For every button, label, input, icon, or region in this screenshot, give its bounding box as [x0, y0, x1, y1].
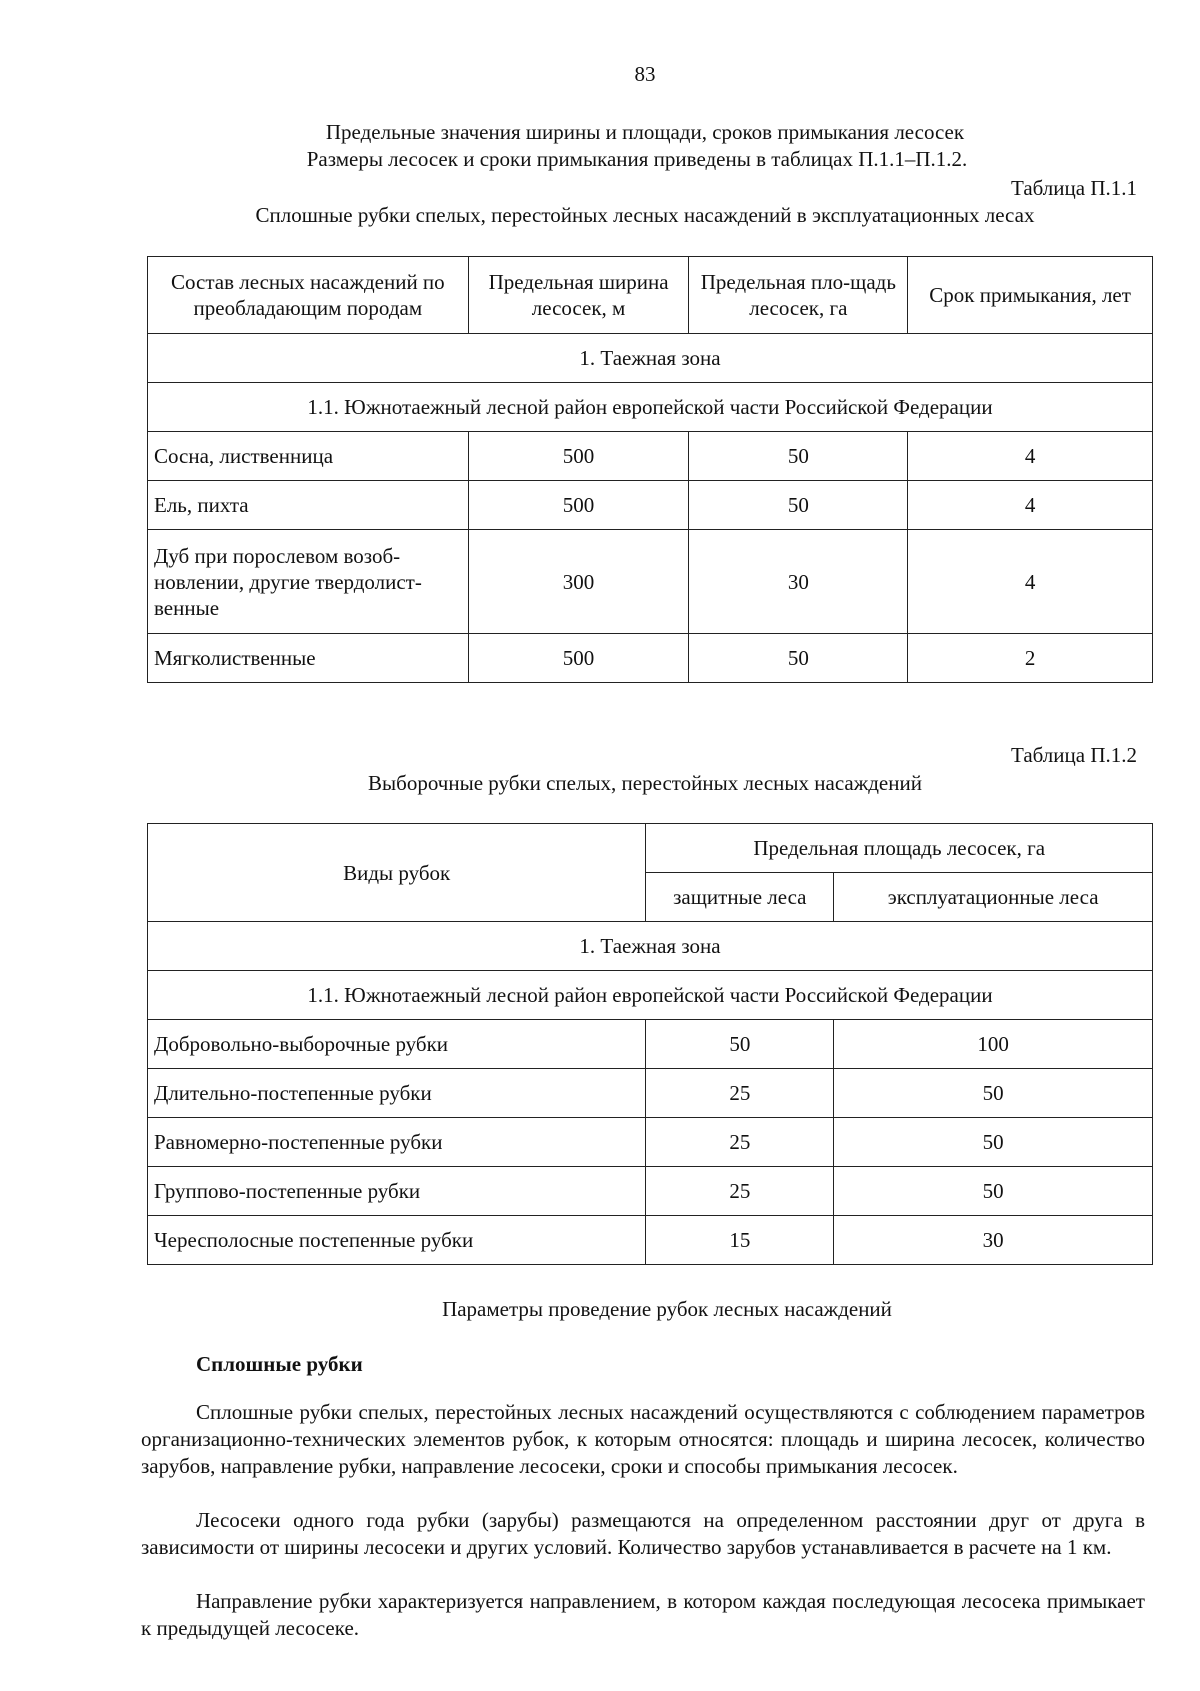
table-cell: 300 [468, 530, 689, 634]
table-cell: 25 [646, 1118, 834, 1167]
column-header: Предельная ширина лесосек, м [468, 257, 689, 334]
column-header: эксплуатационные леса [834, 873, 1153, 922]
region-cell: 1.1. Южнотаежный лесной район европейской части Российской Федерации [148, 971, 1153, 1020]
table-cell: Равномерно-постепенные рубки [148, 1118, 646, 1167]
table-cell: Добровольно-выборочные рубки [148, 1020, 646, 1069]
paragraph: Направление рубки характеризуется направлением, в котором каждая последующая лесосека примыкает к предыдущей лесосеке. [141, 1589, 1145, 1640]
table-row [148, 634, 1153, 683]
page-number: 83 [634, 62, 656, 86]
table-row [148, 481, 1153, 530]
table-cell: 50 [689, 481, 908, 530]
table-cell: Мягколиственные [148, 634, 469, 683]
table-cell: 50 [834, 1167, 1153, 1216]
region-cell: 1.1. Южнотаежный лесной район европейской части Российской Федерации [148, 383, 1153, 432]
section-heading: Сплошные рубки [196, 1352, 363, 1376]
table-cell: 500 [468, 481, 689, 530]
table-cell: 4 [908, 432, 1153, 481]
table-cell: 4 [908, 530, 1153, 634]
zone-row [148, 922, 1153, 971]
table-cell: Чересполосные постепенные рубки [148, 1216, 646, 1265]
table-clearcut-limits [147, 256, 1153, 683]
table-cell: Дуб при порослевом возоб-новлении, другие твердолист-венные [148, 530, 469, 634]
region-row [148, 971, 1153, 1020]
table1-caption: Сплошные рубки спелых, перестойных лесных насаждений в эксплуатационных лесах [255, 203, 1035, 227]
table-cell: 100 [834, 1020, 1153, 1069]
table-row [148, 1020, 1153, 1069]
table-cell: 500 [468, 634, 689, 683]
column-header: защитные леса [646, 873, 834, 922]
table-selective-cutting-limits [147, 823, 1153, 1265]
heading-line-2: Размеры лесосек и сроки примыкания приведены в таблицах П.1.1–П.1.2. [306, 147, 968, 171]
column-header: Виды рубок [148, 824, 646, 922]
paragraph: Лесосеки одного года рубки (зарубы) размещаются на определенном расстоянии друг от друга в зависимости от ширины лесосеки и других условий. Количество зарубов устанавливается в расчете на 1 км. [141, 1508, 1145, 1559]
table-cell: 25 [646, 1069, 834, 1118]
table1-label: Таблица П.1.1 [1011, 176, 1137, 200]
paragraph: Сплошные рубки спелых, перестойных лесных насаждений осуществляются с соблюдением параметров организационно-технических элементов рубок, к которым относятся: площадь и ширина лесосек, количество зарубов, направление рубки, направление лесосеки, сроки и способы примыкания лесосек. [141, 1400, 1145, 1478]
table-cell: 50 [689, 432, 908, 481]
table-cell: Длительно-постепенные рубки [148, 1069, 646, 1118]
table-row [148, 530, 1153, 634]
table-row [148, 1069, 1153, 1118]
zone-row [148, 334, 1153, 383]
zone-cell: 1. Таежная зона [148, 334, 1153, 383]
column-header: Предельная пло-щадь лесосек, га [689, 257, 908, 334]
table2-caption: Выборочные рубки спелых, перестойных лесных насаждений [368, 771, 922, 795]
table-cell: 50 [834, 1118, 1153, 1167]
table-cell: 50 [834, 1069, 1153, 1118]
table-cell: 50 [646, 1020, 834, 1069]
table-header-row [148, 824, 1153, 873]
table-row [148, 1118, 1153, 1167]
heading-line-1: Предельные значения ширины и площади, сроков примыкания лесосек [325, 120, 965, 144]
table-cell: Ель, пихта [148, 481, 469, 530]
column-header: Состав лесных насаждений по преобладающим породам [148, 257, 469, 334]
table-cell: 15 [646, 1216, 834, 1265]
table-cell: 500 [468, 432, 689, 481]
table-cell: Группово-постепенные рубки [148, 1167, 646, 1216]
region-row [148, 383, 1153, 432]
table-cell: 4 [908, 481, 1153, 530]
table-cell: Сосна, лиственница [148, 432, 469, 481]
table-cell: 2 [908, 634, 1153, 683]
table-header-row [148, 257, 1153, 334]
table-cell: 30 [689, 530, 908, 634]
table-row [148, 1216, 1153, 1265]
table-cell: 50 [689, 634, 908, 683]
zone-cell: 1. Таежная зона [148, 922, 1153, 971]
column-group-header: Предельная площадь лесосек, га [646, 824, 1153, 873]
table-row [148, 432, 1153, 481]
column-header: Срок примыкания, лет [908, 257, 1153, 334]
table2-label: Таблица П.1.2 [1011, 743, 1137, 767]
table-cell: 25 [646, 1167, 834, 1216]
table-row [148, 1167, 1153, 1216]
params-title: Параметры проведение рубок лесных насаждений [442, 1297, 892, 1321]
table-cell: 30 [834, 1216, 1153, 1265]
